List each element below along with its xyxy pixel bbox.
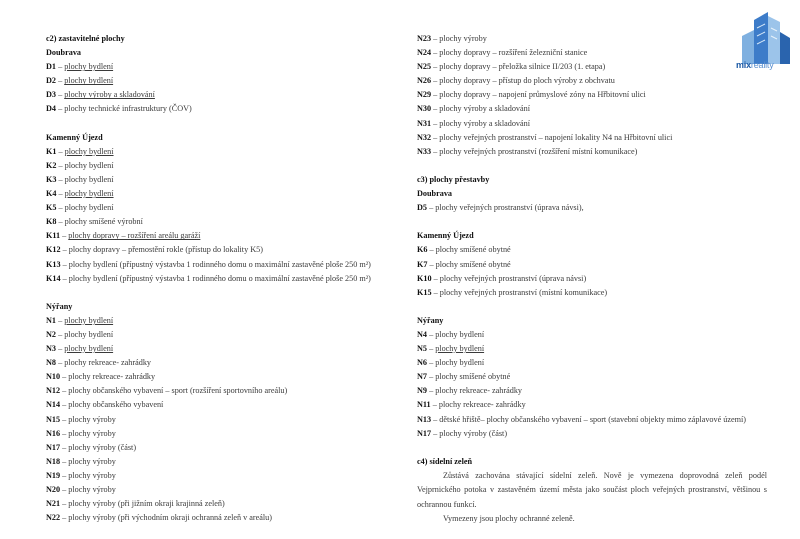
spacer (417, 159, 767, 173)
plot-item (417, 46, 767, 60)
plot-code: N31 (417, 118, 432, 128)
spacer (46, 117, 396, 131)
plot-item (417, 370, 767, 384)
section-heading: c3) plochy přestavby (417, 174, 490, 184)
plot-description: plochy veřejných prostranství – napojení lokality N4 na Hřbitovní ulici (439, 132, 673, 142)
plot-description: plochy bydlení (64, 76, 114, 86)
plot-code: N30 (417, 104, 432, 114)
dash-separator: – (427, 329, 436, 339)
plot-code: N16 (46, 428, 61, 438)
plot-description: plochy rekreace- zahrádky (438, 400, 526, 410)
plot-description: plochy výroby (část) (439, 428, 508, 438)
section-heading: Kamenný Újezd (417, 231, 474, 241)
dash-separator: – (427, 203, 436, 213)
dash-separator: – (56, 104, 65, 114)
dash-separator: – (60, 499, 69, 509)
dash-separator: – (431, 90, 440, 100)
plot-item (46, 215, 396, 229)
dash-separator: – (60, 231, 69, 241)
dash-separator: – (56, 315, 65, 325)
plot-description: plochy výroby (68, 456, 116, 466)
plot-item (46, 511, 396, 525)
plot-item (417, 356, 767, 370)
dash-separator: – (427, 358, 436, 368)
plot-code: N26 (417, 76, 432, 86)
plot-code: K12 (46, 245, 61, 255)
dash-separator: – (427, 245, 436, 255)
plot-description: plochy rekreace- zahrádky (435, 386, 523, 396)
section-heading: Doubrava (46, 48, 82, 58)
brand-suffix: reality (750, 60, 774, 70)
dash-separator: – (60, 273, 69, 283)
plot-description: plochy výroby (při jižním okraji krajinná zeleň) (68, 499, 225, 509)
plot-description: plochy bydlení (64, 329, 114, 339)
plot-item (46, 342, 396, 356)
plot-description: plochy bydlení (přípustný výstavba 1 rodinného domu o maximální zastavěné ploše 250 m²) (68, 259, 371, 269)
dash-separator: – (431, 48, 440, 58)
plot-description: plochy bydlení (64, 203, 114, 213)
plot-item (417, 427, 767, 441)
dash-separator: – (60, 442, 69, 452)
section-heading: Nýřany (417, 315, 444, 325)
dash-separator: – (60, 513, 69, 523)
plot-description: plochy smíšené obytné (435, 259, 511, 269)
plot-item (46, 497, 396, 511)
dash-separator: – (56, 189, 65, 199)
spacer (417, 215, 767, 229)
plot-description: plochy bydlení (435, 344, 485, 354)
plot-description: plochy bydlení (přípustný výstavba 1 rodinného domu o maximální zastavěné ploše 250 m²) (68, 273, 371, 283)
plot-description: plochy smíšené obytné (435, 245, 511, 255)
plot-item (46, 102, 396, 116)
plot-item (417, 74, 767, 88)
plot-item (417, 117, 767, 131)
plot-code: N18 (46, 456, 61, 466)
plot-description: plochy výroby (68, 414, 116, 424)
plot-item (46, 398, 396, 412)
plot-item (417, 88, 767, 102)
plot-code: N23 (417, 34, 432, 43)
plot-item (46, 356, 396, 370)
plot-item (46, 145, 396, 159)
plot-code: N10 (46, 372, 61, 382)
dash-separator: – (431, 132, 440, 142)
dash-separator: – (56, 358, 65, 368)
plot-description: plochy výroby a skladování (439, 118, 531, 128)
plot-code: K2 (46, 160, 57, 170)
dash-separator: – (56, 329, 65, 339)
plot-description: plochy výroby (68, 428, 116, 438)
dash-separator: – (431, 414, 440, 424)
left-column (46, 32, 396, 525)
plot-item (46, 88, 396, 102)
plot-code: N25 (417, 62, 432, 72)
plot-code: N22 (46, 513, 61, 523)
dash-separator: – (431, 287, 440, 297)
plot-description: plochy výroby (439, 34, 487, 43)
plot-description: plochy veřejných prostranství (úprava návsi) (439, 273, 587, 283)
plot-description: plochy dopravy – napojení průmyslové zóny na Hřbitovní ulici (439, 90, 646, 100)
plot-item (417, 413, 767, 427)
plot-code: N15 (46, 414, 61, 424)
plot-code: N19 (46, 470, 61, 480)
plot-description: plochy smíšené obytné (435, 372, 511, 382)
dash-separator: – (60, 245, 69, 255)
dash-separator: – (431, 76, 440, 86)
plot-code: K8 (46, 217, 57, 227)
plot-description: plochy bydlení (64, 315, 114, 325)
plot-code: N17 (417, 428, 432, 438)
plot-code: N24 (417, 48, 432, 58)
plot-description: plochy dopravy – přeložka silnice II/203 (1. etapa) (439, 62, 606, 72)
plot-code: D3 (46, 90, 57, 100)
plot-description: plochy výroby a skladování (64, 90, 155, 100)
plot-item (46, 187, 396, 201)
plot-code: N7 (417, 372, 428, 382)
dash-separator: – (60, 485, 69, 494)
plot-item (417, 201, 767, 215)
plot-description: plochy bydlení (435, 358, 485, 368)
section-heading: c4) sídelní zeleň (417, 456, 473, 466)
plot-description: plochy výroby (při východním okraji ochranná zeleň v areálu) (68, 513, 273, 523)
right-column (417, 32, 767, 527)
plot-code: N20 (46, 485, 61, 494)
plot-item (417, 32, 767, 46)
plot-description: plochy výroby (68, 485, 116, 494)
paragraph: Vymezeny jsou plochy ochranné zeleně. (443, 514, 575, 524)
plot-item (46, 74, 396, 88)
plot-description: plochy výroby a skladování (439, 104, 531, 114)
spacer (417, 300, 767, 314)
plot-code: D4 (46, 104, 57, 114)
plot-item (46, 258, 396, 272)
dash-separator: – (427, 372, 436, 382)
brand-logo-text (736, 60, 796, 70)
dash-separator: – (431, 146, 440, 156)
dash-separator: – (56, 217, 65, 227)
plot-description: plochy veřejných prostranství (místní komunikace) (439, 287, 608, 297)
dash-separator: – (431, 273, 440, 283)
plot-description: plochy veřejných prostranství (rozšíření místní komunikace) (439, 146, 638, 156)
plot-description: plochy bydlení (64, 160, 114, 170)
plot-item (417, 398, 767, 412)
dash-separator: – (431, 62, 440, 72)
plot-code: N12 (46, 386, 61, 396)
dash-separator: – (56, 76, 65, 86)
plot-code: K5 (46, 203, 57, 213)
plot-description: plochy smíšené výrobní (64, 217, 143, 227)
plot-code: N9 (417, 386, 428, 396)
plot-code: N29 (417, 90, 432, 100)
plot-code: N4 (417, 329, 428, 339)
section-heading: Nýřany (46, 301, 73, 311)
plot-code: K14 (46, 273, 61, 283)
dash-separator: – (56, 344, 65, 354)
plot-item (417, 60, 767, 74)
plot-code: K10 (417, 273, 432, 283)
plot-description: plochy výroby (část) (68, 442, 137, 452)
plot-item (46, 314, 396, 328)
plot-code: N6 (417, 358, 428, 368)
plot-code: N32 (417, 132, 432, 142)
brand-name: mix (736, 60, 751, 70)
plot-description: plochy dopravy – rozšíření areálu garáží (68, 231, 201, 241)
paragraph: Zůstává zachována stávající sídelní zeleň. Nově je vymezena doprovodná zeleň podél Vejprnického potoka v zastavěném území města jako součást ploch veřejných prostranství, většinou s ochrannou funkcí. (417, 470, 767, 509)
dash-separator: – (60, 456, 69, 466)
plot-item (46, 272, 396, 286)
plot-code: K1 (46, 146, 57, 156)
plot-item (417, 145, 767, 159)
plot-description: plochy rekreace- zahrádky (64, 358, 152, 368)
section-heading: Kamenný Újezd (46, 132, 103, 142)
plot-item (46, 483, 396, 497)
plot-item (46, 427, 396, 441)
plot-code: K13 (46, 259, 61, 269)
plot-description: dětské hřiště– plochy občanského vybavení – sport (stavební objekty mimo záplavové území) (439, 414, 747, 424)
plot-item (417, 131, 767, 145)
plot-item (46, 201, 396, 215)
plot-item (417, 342, 767, 356)
plot-description: plochy dopravy – přemostění roklе (přístup do lokality K5) (68, 245, 263, 255)
plot-code: K6 (417, 245, 428, 255)
dash-separator: – (60, 400, 69, 410)
dash-separator: – (431, 34, 440, 43)
plot-description: plochy bydlení (64, 146, 114, 156)
plot-item (417, 286, 767, 300)
plot-code: K11 (46, 231, 61, 241)
dash-separator: – (56, 174, 65, 184)
dash-separator: – (431, 428, 440, 438)
plot-item (46, 328, 396, 342)
plot-item (46, 370, 396, 384)
plot-item (417, 243, 767, 257)
plot-description: plochy dopravy – přístup do ploch výroby z obchvatu (439, 76, 615, 86)
plot-description: plochy veřejných prostranství (úprava návsi), (435, 203, 584, 213)
plot-code: N2 (46, 329, 57, 339)
plot-item (46, 159, 396, 173)
plot-code: N14 (46, 400, 61, 410)
plot-description: plochy bydlení (435, 329, 485, 339)
plot-code: N11 (417, 400, 431, 410)
dash-separator: – (60, 386, 69, 396)
plot-item (46, 243, 396, 257)
plot-item (46, 60, 396, 74)
plot-code: K7 (417, 259, 428, 269)
plot-code: K3 (46, 174, 57, 184)
plot-item (417, 272, 767, 286)
plot-code: D1 (46, 62, 57, 72)
plot-code: D2 (46, 76, 57, 86)
dash-separator: – (56, 62, 65, 72)
plot-description: plochy bydlení (64, 344, 114, 354)
dash-separator: – (427, 259, 436, 269)
plot-code: N13 (417, 414, 432, 424)
plot-item (417, 258, 767, 272)
dash-separator: – (56, 146, 65, 156)
plot-item (46, 229, 396, 243)
plot-item (417, 328, 767, 342)
plot-description: plochy občanského vybavení – sport (rozšíření sportovního areálu) (68, 386, 288, 396)
dash-separator: – (60, 470, 69, 480)
plot-description: plochy výroby (68, 470, 116, 480)
dash-separator: – (56, 90, 65, 100)
plot-description: plochy dopravy – rozšíření železniční stanice (439, 48, 588, 58)
dash-separator: – (431, 118, 440, 128)
plot-code: N5 (417, 344, 428, 354)
dash-separator: – (430, 400, 439, 410)
plot-item (46, 413, 396, 427)
plot-code: N3 (46, 344, 57, 354)
plot-code: N8 (46, 358, 57, 368)
dash-separator: – (427, 386, 436, 396)
plot-code: N1 (46, 315, 57, 325)
dash-separator: – (431, 104, 440, 114)
spacer (46, 286, 396, 300)
dash-separator: – (60, 428, 69, 438)
plot-description: plochy technické infrastruktury (ČOV) (64, 104, 192, 114)
plot-description: plochy občanského vybavení (68, 400, 164, 410)
plot-code: N33 (417, 146, 432, 156)
spacer (417, 441, 767, 455)
plot-item (417, 102, 767, 116)
section-heading: Doubrava (417, 189, 453, 199)
plot-description: plochy bydlení (64, 62, 114, 72)
plot-item (46, 173, 396, 187)
dash-separator: – (60, 259, 69, 269)
plot-item (46, 455, 396, 469)
dash-separator: – (56, 203, 65, 213)
plot-description: plochy bydlení (64, 174, 114, 184)
plot-description: plochy bydlení (64, 189, 114, 199)
plot-item (46, 441, 396, 455)
plot-item (46, 469, 396, 483)
dash-separator: – (60, 414, 69, 424)
plot-item (417, 384, 767, 398)
section-heading: c2) zastavitelné plochy (46, 34, 125, 43)
plot-description: plochy rekreace- zahrádky (68, 372, 156, 382)
plot-code: N17 (46, 442, 61, 452)
dash-separator: – (60, 372, 69, 382)
plot-code: N21 (46, 499, 61, 509)
plot-code: D5 (417, 203, 428, 213)
plot-code: K15 (417, 287, 432, 297)
dash-separator: – (427, 344, 436, 354)
plot-code: K4 (46, 189, 57, 199)
plot-item (46, 384, 396, 398)
dash-separator: – (56, 160, 65, 170)
